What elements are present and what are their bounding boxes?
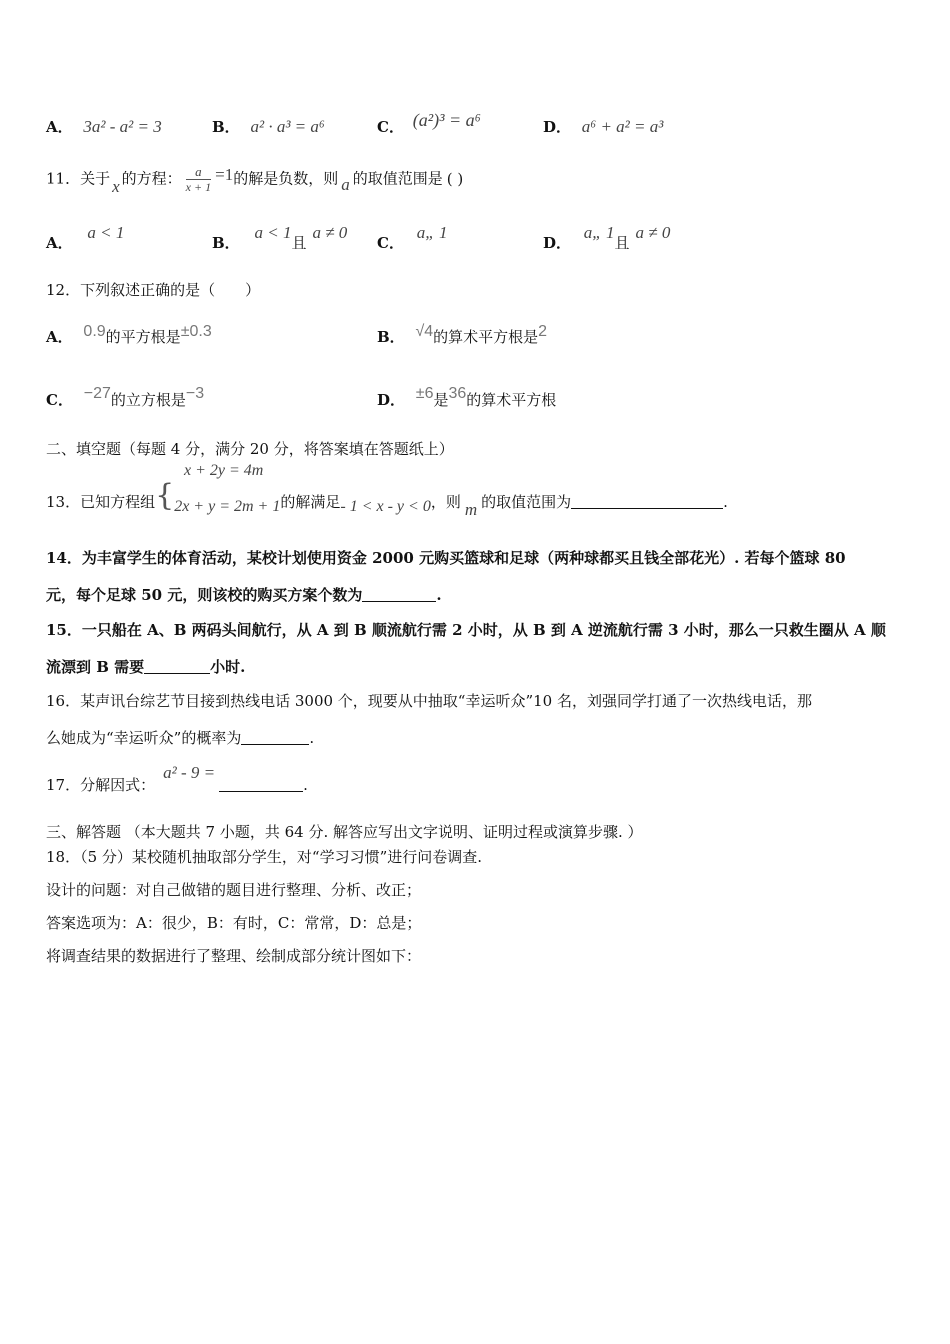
variable-m: m: [464, 500, 478, 519]
option-text: 的平方根是: [105, 328, 181, 346]
option-math-1: ±6: [415, 385, 434, 402]
option-math-2: −3: [185, 385, 205, 402]
option-expression: a⁶ + a² = a³: [581, 117, 664, 136]
question-number: 11．: [46, 169, 81, 188]
fraction: [186, 164, 211, 195]
stem-text: 流漂到 B 需要: [46, 658, 145, 676]
variable-a: a: [341, 174, 350, 194]
q12-stem: 12．下列叙述正确的是（ ）: [46, 281, 261, 299]
option-expression-2: a ≠ 0: [312, 223, 348, 242]
q10-option-a: [46, 116, 162, 137]
q14-line-1: 14．为丰富学生的体育活动，某校计划使用资金 2000 元购买篮球和足球（两种球都买且钱全部花光）. 若每个篮球 80: [46, 549, 846, 567]
variable-x: x: [112, 176, 120, 196]
option-label: D．: [377, 391, 406, 409]
q15-line-1: 15．一只船在 A、B 两码头间航行，从 A 到 B 顺流航行需 2 小时，从 B 到 A 逆流航行需 3 小时，那么一只救生圈从 A 顺: [46, 621, 886, 639]
stem-text: 分解因式：: [80, 776, 156, 794]
stem-text: 的解满足: [280, 493, 341, 511]
option-math-2: 2: [538, 323, 548, 340]
option-label: D．: [543, 118, 572, 136]
q13-system-line-2: 2x + y = 2m + 1: [174, 498, 281, 515]
answer-blank[interactable]: [362, 587, 436, 602]
stem-text: 元，每个足球 50 元，则该校的购买方案个数为: [46, 586, 363, 604]
question-number: 13．: [46, 493, 81, 511]
option-label: A．: [46, 328, 73, 346]
option-text: 的立方根是: [110, 391, 186, 409]
q15-line-2: [46, 656, 245, 677]
option-expression: 3a² - a² = 3: [83, 117, 162, 136]
section-3-heading: 三、解答题 （本大题共 7 小题，共 64 分. 解答应写出文字说明、证明过程或演算步骤. ）: [46, 823, 643, 841]
option-math-1: −27: [83, 385, 111, 402]
option-label: B．: [212, 234, 240, 252]
factor-expression: a² - 9 =: [163, 763, 216, 782]
option-label: B．: [377, 328, 405, 346]
stem-text: 的取值范围是: [352, 169, 443, 188]
option-label: C．: [377, 118, 404, 136]
option-label: C．: [377, 234, 404, 252]
q11-option-d: [543, 222, 671, 252]
answer-blank[interactable]: [571, 494, 723, 509]
option-label: A．: [46, 118, 73, 136]
period: .: [723, 493, 728, 511]
option-connector: 且: [614, 234, 630, 252]
q12-option-c: [46, 382, 205, 409]
stem-text-2: 小时.: [210, 658, 246, 676]
option-text: 是: [433, 391, 449, 409]
q11-option-a: [46, 222, 125, 252]
option-expression: (a²)³ = a⁶: [412, 110, 481, 130]
option-text: 的算术平方根是: [433, 328, 539, 346]
answer-parentheses: ( ): [446, 169, 464, 188]
q18-line-1: 18．（5 分）某校随机抽取部分学生，对“学习习惯”进行问卷调查.: [46, 848, 483, 866]
q16-line-2: [46, 727, 314, 748]
fraction-numerator: a: [186, 164, 211, 180]
q18-line-4: 将调查结果的数据进行了整理、绘制成部分统计图如下：: [46, 947, 422, 965]
answer-blank[interactable]: [241, 730, 309, 745]
stem-text: 么她成为“幸运听众”的概率为: [46, 729, 242, 747]
q18-line-2: 设计的问题：对自己做错的题目进行整理、分析、改正；: [46, 881, 422, 899]
option-expression: a² · a³ = a⁶: [250, 117, 325, 136]
answer-blank[interactable]: [219, 777, 303, 792]
q10-option-d: [543, 116, 663, 137]
option-expression: a < 1: [87, 223, 125, 242]
stem-text: 的解是负数，则: [233, 169, 339, 188]
q18-line-3: 答案选项为：A：很少，B：有时，C：常常，D：总是；: [46, 914, 422, 932]
option-label: B．: [212, 118, 240, 136]
q14-line-2: [46, 584, 442, 605]
equation-rhs: =1: [215, 164, 234, 184]
option-expression: a„ 1: [583, 223, 615, 242]
option-math-1: 0.9: [83, 323, 106, 340]
q13-stem: [46, 478, 728, 519]
q13-system-line-1: x + 2y = 4m: [184, 462, 264, 479]
period: .: [309, 729, 315, 747]
option-label: C．: [46, 391, 73, 409]
question-number: 17．: [46, 776, 81, 794]
option-label: D．: [543, 234, 572, 252]
stem-text: 的取值范围为: [481, 493, 572, 511]
fraction-denominator: x + 1: [185, 180, 212, 194]
section-2-heading: 二、填空题（每题 4 分，满分 20 分，将答案填在答题纸上）: [46, 440, 454, 458]
option-connector: 且: [291, 234, 307, 252]
option-text-2: 的算术平方根: [466, 391, 557, 409]
q12-option-b: [377, 320, 548, 346]
q11-option-b: [212, 222, 348, 252]
answer-blank[interactable]: [144, 659, 210, 674]
q11-option-c: [377, 222, 448, 252]
stem-text: 已知方程组: [80, 493, 156, 511]
condition-expression: - 1 < x - y < 0: [340, 498, 431, 515]
option-expression: a < 1: [254, 223, 292, 242]
option-expression-2: a ≠ 0: [635, 223, 671, 242]
stem-text: ，则: [430, 493, 461, 511]
option-math-2: ±0.3: [180, 323, 212, 340]
q16-line-1: 16．某声讯台综艺节目接到热线电话 3000 个，现要从中抽取“幸运听众”10 名，刘强同学打通了一次热线电话，那: [46, 692, 812, 710]
option-math-1: √4: [415, 323, 434, 340]
q12-option-a: [46, 320, 212, 346]
option-expression: a„ 1: [416, 223, 448, 242]
period: .: [303, 776, 308, 794]
period: .: [436, 586, 442, 604]
option-label: A．: [46, 234, 73, 252]
left-brace: {: [155, 478, 175, 513]
q17-stem: [46, 762, 308, 794]
q11-stem: [46, 164, 463, 195]
stem-text: 的方程：: [121, 169, 182, 188]
option-math-2: 36: [448, 385, 467, 402]
q10-option-b: [212, 116, 325, 137]
q12-option-d: [377, 382, 557, 409]
q10-option-c: [377, 110, 481, 136]
stem-text: 关于: [80, 169, 111, 188]
